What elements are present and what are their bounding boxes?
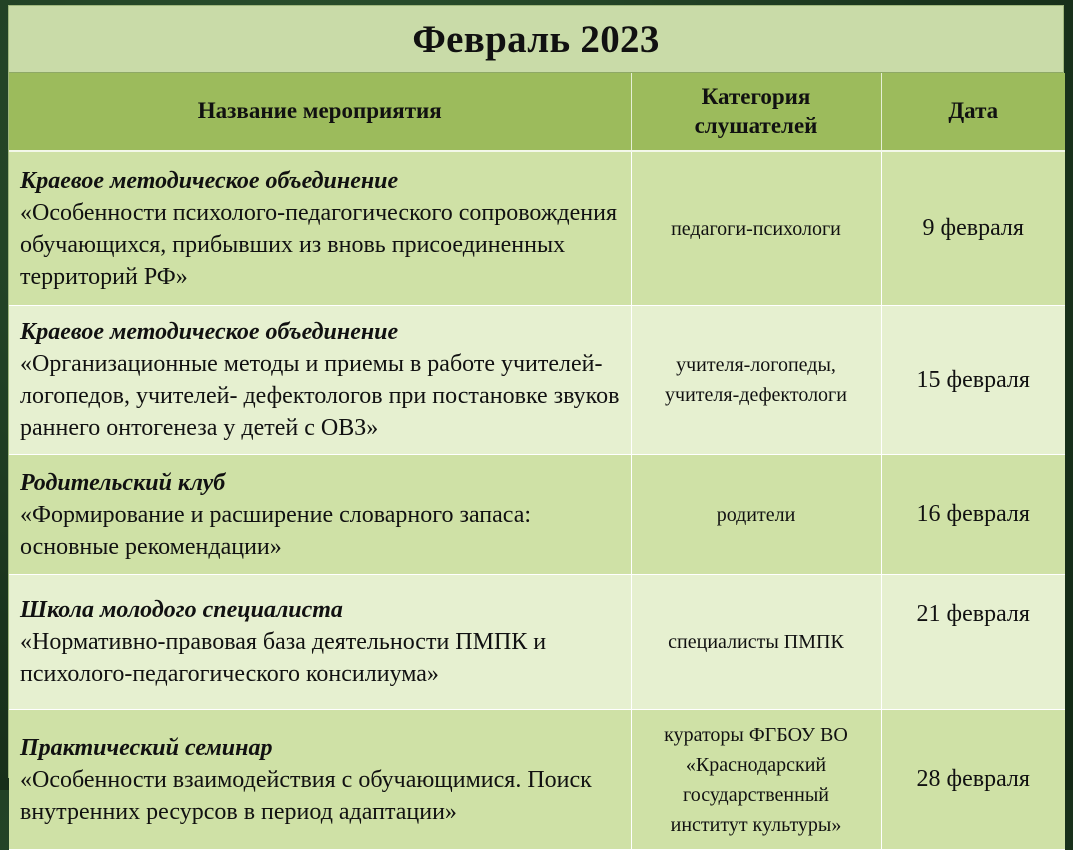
audience-line: кураторы ФГБОУ ВО (664, 723, 848, 746)
event-topic: «Нормативно-правовая база деятельности ПМПК и психолого-педагогического консилиума» (20, 629, 547, 687)
page-title: Февраль 2023 (412, 17, 660, 61)
audience-line: государственный (683, 783, 829, 806)
date-cell: 9 февраля (881, 151, 1065, 306)
event-topic: «Особенности психолого-педагогического сопровождения обучающихся, прибывших из вновь присоединенных территорий РФ» (20, 199, 617, 290)
column-header-audience (631, 73, 881, 151)
event-kind: Краевое методическое объединение (20, 167, 399, 194)
date-cell: 28 февраля (881, 710, 1065, 850)
table-row (9, 710, 1065, 850)
event-topic: «Формирование и расширение словарного запаса: основные рекомендации» (20, 501, 532, 560)
event-cell (9, 710, 631, 850)
table-row (9, 306, 1065, 455)
title-bar (9, 6, 1063, 73)
audience-cell (631, 455, 881, 575)
table-row (9, 151, 1065, 306)
event-kind: Практический семинар (20, 734, 273, 761)
event-cell (9, 455, 631, 575)
audience-cell (631, 306, 881, 455)
audience-line: институт культуры» (670, 813, 842, 836)
table-header-row (9, 73, 1065, 151)
audience-line: «Краснодарский (685, 753, 827, 776)
column-header-event: Название мероприятия (9, 73, 631, 151)
event-kind: Школа молодого специалиста (20, 597, 343, 623)
audience-line: родители (716, 503, 796, 526)
column-header-audience-line2: слушателей (694, 112, 818, 138)
event-cell (9, 575, 631, 710)
events-table (9, 73, 1065, 850)
event-kind: Родительский клуб (20, 469, 226, 496)
date-cell: 21 февраля (881, 575, 1065, 710)
column-header-audience-line1: Категория (701, 83, 811, 109)
event-kind: Краевое методическое объединение (20, 319, 399, 345)
audience-cell (631, 710, 881, 850)
audience-line: педагоги-психологи (671, 217, 841, 240)
event-cell (9, 151, 631, 306)
event-topic: «Особенности взаимодействия с обучающимися. Поиск внутренних ресурсов в период адаптации» (20, 766, 592, 825)
schedule-sheet (8, 5, 1064, 836)
table-row (9, 575, 1065, 710)
table-row (9, 455, 1065, 575)
event-topic: «Организационные методы и приемы в работе учителей- логопедов, учителей- дефектологов при постановке звуков раннего онтогенеза у детей с ОВЗ» (20, 351, 620, 441)
audience-line: специалисты ПМПК (668, 631, 844, 653)
column-header-date: Дата (881, 73, 1065, 151)
audience-cell (631, 151, 881, 306)
audience-line: учителя-дефектологи (665, 384, 847, 406)
audience-cell (631, 575, 881, 710)
date-cell: 15 февраля (881, 306, 1065, 455)
audience-line: учителя-логопеды, (676, 354, 836, 376)
date-cell: 16 февраля (881, 455, 1065, 575)
event-cell (9, 306, 631, 455)
